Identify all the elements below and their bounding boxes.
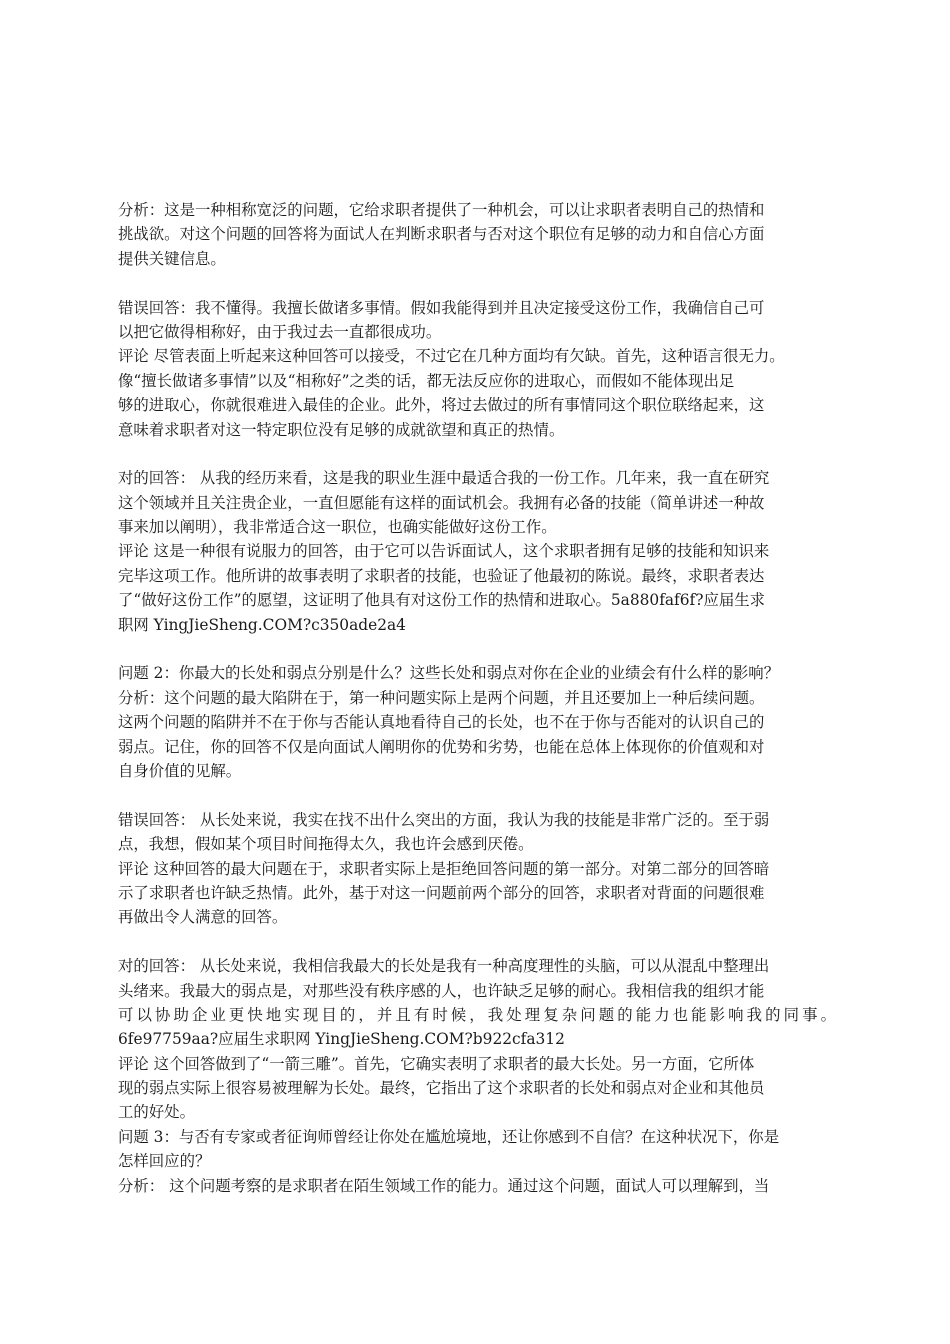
paragraph-gap — [118, 637, 836, 661]
text-line: 以把它做得相称好，由于我过去一直都很成功。 — [118, 322, 442, 341]
text-line: 点，我想，假如某个项目时间拖得太久，我也许会感到厌倦。 — [118, 835, 534, 854]
text-line: 事来加以阐明），我非常适合这一职位，也确实能做好这份工作。 — [118, 518, 557, 537]
text-line: 头绪来。我最大的弱点是，对那些没有秩序感的人，也许缺乏足够的耐心。我相信我的组织才能 — [118, 981, 765, 1000]
paragraph — [118, 661, 836, 685]
text-line: 评论 这是一种很有说服力的回答，由于它可以告诉面试人，这个求职者拥有足够的技能和知识来 — [118, 542, 770, 561]
paragraph-gap — [118, 442, 836, 466]
text-line: 对的回答： 从我的经历来看，这是我的职业生涯中最适合我的一份工作。几年来，我一直在研究 — [118, 469, 770, 488]
paragraph — [118, 1052, 836, 1125]
document-body — [118, 198, 836, 1198]
text-line: 现的弱点实际上很容易被理解为长处。最终，它指出了这个求职者的长处和弱点对企业和其他员 — [118, 1079, 765, 1098]
text-line: 了“做好这份工作”的愿望，这证明了他具有对这份工作的热情和进取心。5a880faf6f?应届生求 — [118, 591, 766, 610]
text-line: 分析：这是一种相称宽泛的问题，它给求职者提供了一种机会，可以让求职者表明自己的热情和 — [118, 201, 765, 219]
text-line: 自身价值的见解。 — [118, 761, 242, 780]
paragraph — [118, 1174, 836, 1198]
text-line: 工的好处。 — [118, 1103, 195, 1122]
paragraph — [118, 466, 836, 539]
paragraph-gap — [118, 930, 836, 954]
text-line: 评论 尽管表面上听起来这种回答可以接受，不过它在几种方面均有欠缺。首先，这种语言很无力。 — [118, 347, 785, 366]
text-line: 职网 YingJieSheng.COM?c350ade2a4 — [118, 615, 406, 634]
paragraph-gap — [118, 783, 836, 807]
text-line: 分析：这个问题的最大陷阱在于，第一种问题实际上是两个问题，并且还要加上一种后续问题。 — [118, 688, 765, 707]
text-line: 错误回答： 从长处来说，我实在找不出什么突出的方面，我认为我的技能是非常广泛的。至于弱 — [118, 810, 770, 829]
text-line: 挑战欲。对这个问题的回答将为面试人在判断求职者与否对这个职位有足够的动力和自信心方面 — [118, 225, 765, 244]
text-line: 评论 这种回答的最大问题在于，求职者实际上是拒绝回答问题的第一部分。对第二部分的回答暗 — [118, 859, 770, 878]
text-line: 再做出令人满意的回答。 — [118, 908, 288, 927]
text-line: 6fe97759aa?应届生求职网 YingJieSheng.COM?b922cfa312 — [118, 1030, 565, 1049]
text-line: 示了求职者也许缺乏热情。此外，基于对这一问题前两个部分的回答，求职者对背面的问题很难 — [118, 883, 765, 902]
text-line: 像“擅长做诸多事情”以及“相称好”之类的话，都无法反应你的进取心，而假如不能体现出足 — [118, 371, 735, 390]
text-line: 怎样回应的？ — [118, 1152, 211, 1171]
text-line: 问题 3：与否有专家或者征询师曾经让你处在尴尬境地，还让你感到不自信？在这种状况下，你是 — [118, 1127, 780, 1146]
paragraph — [118, 296, 836, 345]
text-line: 错误回答：我不懂得。我擅长做诸多事情。假如我能得到并且决定接受这份工作，我确信自己可 — [118, 298, 765, 317]
paragraph — [118, 954, 836, 1052]
paragraph — [118, 808, 836, 857]
text-line: 可以协助企业更快地实现目的，并且有时候，我处理复杂问题的能力也能影响我的同事。 — [118, 1005, 836, 1024]
text-line: 提供关键信息。 — [118, 249, 226, 268]
text-line: 评论 这个回答做到了“一箭三雕”。首先，它确实表明了求职者的最大长处。另一方面，它所体 — [118, 1054, 755, 1073]
paragraph — [118, 539, 836, 637]
paragraph — [118, 198, 836, 271]
paragraph-gap — [118, 271, 836, 295]
paragraph — [118, 857, 836, 930]
text-line: 完毕这项工作。他所讲的故事表明了求职者的技能，也验证了他最初的陈说。最终，求职者表达 — [118, 566, 765, 585]
text-line: 够的进取心，你就很难进入最佳的企业。此外，将过去做过的所有事情同这个职位联络起来，这 — [118, 396, 765, 415]
paragraph — [118, 344, 836, 442]
text-line: 弱点。记住，你的回答不仅是向面试人阐明你的优势和劣势，也能在总体上体现你的价值观和对 — [118, 737, 765, 756]
text-line: 这两个问题的陷阱并不在于你与否能认真地看待自己的长处，也不在于你与否能对的认识自己的 — [118, 713, 765, 732]
text-line: 对的回答： 从长处来说，我相信我最大的长处是我有一种高度理性的头脑，可以从混乱中整理出 — [118, 957, 770, 976]
text-line: 这个领域并且关注贵企业，一直但愿能有这样的面试机会。我拥有必备的技能（简单讲述一种故 — [118, 493, 765, 512]
text-line: 问题 2：你最大的长处和弱点分别是什么？这些长处和弱点对你在企业的业绩会有什么样的影响？ — [118, 664, 780, 683]
paragraph — [118, 1125, 836, 1174]
text-line: 分析： 这个问题考察的是求职者在陌生领域工作的能力。通过这个问题，面试人可以理解到，当 — [118, 1176, 770, 1195]
paragraph — [118, 686, 836, 784]
text-line: 意味着求职者对这一特定职位没有足够的成就欲望和真正的热情。 — [118, 420, 565, 439]
